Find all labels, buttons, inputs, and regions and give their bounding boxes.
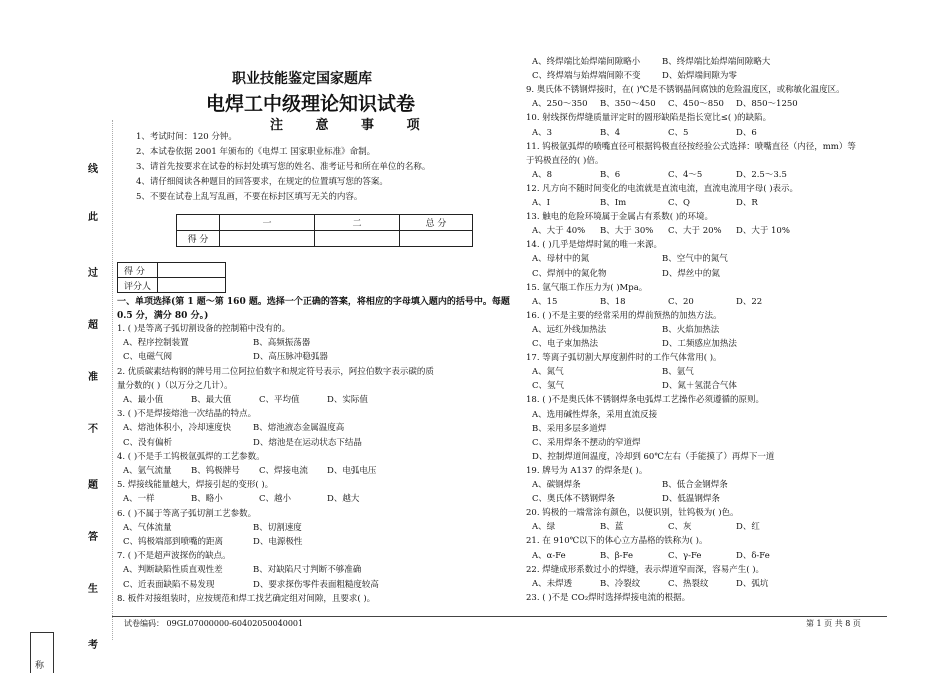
note-item: 5、不要在试卷上乱写乱画，不要在标封区填写无关的内容。 <box>136 192 363 202</box>
option: A、远红外线加热法 <box>532 324 607 335</box>
binding-char: 超 <box>88 320 98 331</box>
score-header: 一 <box>220 215 315 231</box>
option: C、采用焊条不摆动的窄道焊 <box>532 437 641 448</box>
grader-cell[interactable] <box>158 263 226 278</box>
score-row-label: 得 分 <box>177 231 220 247</box>
option: C、终焊端与始焊端间隙不变 <box>532 71 641 82</box>
question-text: 4. ( )不是手工钨极氩弧焊的工艺参数。 <box>117 451 265 462</box>
option: B、大于 30% <box>600 226 654 237</box>
option: B、高频振荡器 <box>253 338 311 349</box>
option: A、250～350 <box>532 99 588 110</box>
option: A、大于 40% <box>532 226 586 237</box>
option: D、控制焊道间温度，冷却到 60℃左右（手能摸了）再焊下一道 <box>532 451 775 462</box>
name-box <box>30 632 54 673</box>
question-text: 18. ( )不是奥氏体不锈钢焊条电弧焊工艺操作必须遵循的原则。 <box>526 395 765 406</box>
question-text: 9. 奥氏体不锈钢焊接时，在( )℃是不锈钢晶间腐蚀的危险温度区，或称敏化温度区。 <box>526 85 845 96</box>
option: B、蓝 <box>600 522 624 533</box>
score-cell[interactable] <box>315 231 400 247</box>
option: A、15 <box>532 296 558 307</box>
question-text: 21. 在 910℃以下的体心立方晶格的铁称为( )。 <box>526 536 708 547</box>
question-text: 22. 焊缝成形系数过小的焊缝，表示焊道窄而深，容易产生( )。 <box>526 564 765 575</box>
question-text: 8. 板件对接组装时，应按规范和焊工找艺确定组对间隙，且要求( )。 <box>117 593 376 604</box>
option: D、实际值 <box>327 395 368 405</box>
note-item: 4、请仔细阅读各种题目的回答要求，在规定的位置填写您的答案。 <box>136 177 388 187</box>
score-cell[interactable] <box>220 231 315 247</box>
question-text: 19. 牌号为 A137 的焊条是( )。 <box>526 465 648 476</box>
notice-heading: 注 意 事 项 <box>270 118 434 133</box>
option: B、终焊端比始焊端间隙略大 <box>662 57 771 67</box>
option: D、22 <box>736 296 763 307</box>
option: D、氮＋氢混合气体 <box>662 381 737 392</box>
binding-char: 准 <box>88 372 98 383</box>
option: B、空气中的氮气 <box>662 254 728 265</box>
option: C、近表面缺陷不易发现 <box>123 579 215 590</box>
option: B、6 <box>600 169 621 180</box>
option: B、熔池液态金属温度高 <box>253 423 345 434</box>
option: C、5 <box>668 127 689 138</box>
option: C、平均值 <box>259 395 300 405</box>
question-text: 16. ( )不是主要的经常采用的焊前预热的加热方法。 <box>526 310 722 321</box>
option: D、要求探伤零件表面粗糙度较高 <box>253 579 379 590</box>
option: B、低合金钢焊条 <box>662 480 728 490</box>
option: B、18 <box>600 296 626 307</box>
option: B、冷裂纹 <box>600 578 641 589</box>
option: D、工频感应加热法 <box>662 339 737 349</box>
binding-char: 此 <box>88 212 98 223</box>
score-header: 总 分 <box>400 215 473 231</box>
question-text: 13. 触电的危险环境属于金属占有系数( )的环境。 <box>526 212 714 223</box>
option: A、碳钢焊条 <box>532 480 581 490</box>
option: B、350～450 <box>600 99 656 110</box>
box-label: 称 <box>35 661 45 671</box>
option: A、最小值 <box>123 395 164 405</box>
question-text: 12. 凡方向不随时间变化的电流就是直流电流，直流电流用字母( )表示。 <box>526 183 799 194</box>
option: B、火焰加热法 <box>662 324 720 335</box>
option: A、熔池体积小，冷却速度快 <box>123 423 232 434</box>
question-text: 1. ( )是等离子弧切割设备的控制箱中没有的。 <box>117 324 291 334</box>
option: A、未焊透 <box>532 578 573 589</box>
binding-char: 过 <box>88 268 98 279</box>
option: B、Im <box>600 198 627 208</box>
option: C、钨极端部到喷嘴的距离 <box>123 537 224 547</box>
score-cell[interactable] <box>400 231 473 247</box>
option: A、氮气 <box>532 367 564 378</box>
note-item: 1、考试时间：120 分钟。 <box>136 132 237 142</box>
option: D、低温钢焊条 <box>662 494 720 505</box>
option: A、气体流量 <box>123 522 172 533</box>
question-text: 17. 等离子弧切割大厚度割件时的工作气体常用( )。 <box>526 353 722 364</box>
option: D、高压脉冲稳弧器 <box>253 352 328 363</box>
option: C、氢气 <box>532 381 565 392</box>
option: C、灰 <box>668 522 692 533</box>
question-text: 14. ( )几乎是熔焊时氮的唯一来源。 <box>526 240 663 251</box>
option: D、6 <box>736 127 757 138</box>
option: D、850～1250 <box>736 99 798 110</box>
option: D、大于 10% <box>736 226 790 237</box>
question-text: 于钨极直径的( )倍。 <box>526 155 604 166</box>
question-text: 3. ( )不是焊接熔池一次结晶的特点。 <box>117 409 257 420</box>
option: D、电弧电压 <box>327 466 377 476</box>
option: D、2.5～3.5 <box>736 169 787 180</box>
option: C、热裂纹 <box>668 578 709 589</box>
question-text: 20. 钨极的一端常涂有颜色，以便识别，钍钨极为( )色。 <box>526 508 739 519</box>
option: A、α-Fe <box>532 550 566 561</box>
option: A、选用碱性焊条，采用直流反接 <box>532 409 658 420</box>
option: C、20 <box>668 296 694 307</box>
question-text: 2. 优质碳素结构钢的牌号用二位阿拉伯数字和规定符号表示，阿拉伯数字表示碳的质 <box>117 366 434 377</box>
question-text: 23. ( )不是 CO₂焊时选择焊接电流的根据。 <box>526 592 691 603</box>
option: C、γ-Fe <box>668 550 702 561</box>
binding-char: 考 <box>88 640 98 651</box>
option: C、Q <box>668 198 690 208</box>
question-text: 15. 氩气瓶工作压力为( )Mpa。 <box>526 282 648 293</box>
option: D、红 <box>736 522 760 533</box>
exam-org: 职业技能鉴定国家题库 <box>232 71 372 87</box>
option: D、R <box>736 198 758 208</box>
score-header: 二 <box>315 215 400 231</box>
seal-line <box>112 120 113 640</box>
option: A、氩气流量 <box>123 466 172 476</box>
exam-title: 电焊工中级理论知识试卷 <box>206 93 416 115</box>
option: D、δ-Fe <box>736 550 770 561</box>
option: D、焊丝中的氮 <box>662 268 720 279</box>
option: A、I <box>532 198 550 208</box>
note-item: 2、本试卷依据 2001 年颁布的《电焊工 国家职业标准》命制。 <box>136 147 376 157</box>
binding-char: 线 <box>88 164 98 175</box>
option: B、略小 <box>191 494 223 505</box>
grader-table <box>117 262 226 293</box>
question-text: 10. 射线探伤焊缝质量评定时的圆形缺陷是指长宽比≤( )的缺陷。 <box>526 113 772 124</box>
option: C、奥氏体不锈钢焊条 <box>532 494 616 505</box>
option: C、大于 20% <box>668 226 722 237</box>
binding-char: 生 <box>88 584 98 595</box>
option: B、钨极牌号 <box>191 466 240 476</box>
option: C、4～5 <box>668 169 703 180</box>
page-number: 第 1 页 共 8 页 <box>806 619 861 628</box>
question-text: 11. 钨极氩弧焊的喷嘴直径可根据钨极直径按经验公式选择：喷嘴直径（内径，mm）等 <box>526 141 856 152</box>
option: C、电子束加热法 <box>532 339 599 349</box>
binding-char: 不 <box>88 424 98 435</box>
option: C、焊剂中的氮化物 <box>532 268 607 279</box>
option: D、熔池是在运动状态下结晶 <box>253 437 362 448</box>
notes-list <box>136 130 430 205</box>
option: A、8 <box>532 169 553 180</box>
option: C、450～850 <box>668 99 724 110</box>
score-table <box>176 214 473 247</box>
question-text: 7. ( )不是超声波探伤的缺点。 <box>117 551 231 562</box>
grader-label: 得 分 <box>118 263 158 278</box>
option: C、焊接电流 <box>259 466 309 476</box>
grader-label: 评分人 <box>118 278 158 293</box>
option: A、3 <box>532 127 553 138</box>
option: D、弧坑 <box>736 578 769 589</box>
option: D、越大 <box>327 494 360 505</box>
option: B、切割速度 <box>253 522 302 533</box>
option: A、一样 <box>123 494 155 505</box>
note-item: 3、请首先按要求在试卷的标封处填写您的姓名、准考证号和所在单位的名称。 <box>136 162 431 172</box>
question-text: 量分数的( )（以万分之几计）。 <box>117 380 233 391</box>
binding-char: 答 <box>88 532 98 543</box>
option: A、终焊端比始焊端间隙略小 <box>532 57 641 67</box>
option: B、氩气 <box>662 367 694 378</box>
option: B、采用多层多道焊 <box>532 423 607 434</box>
option: B、β-Fe <box>600 550 633 561</box>
exam-code: 试卷编码： 09GL07000000-60402050040001 <box>124 619 304 628</box>
option: A、判断缺陷性质直观性差 <box>123 565 223 576</box>
option: C、没有偏析 <box>123 437 173 448</box>
option: A、绿 <box>532 522 556 533</box>
option: C、电磁气阀 <box>123 352 173 363</box>
option: B、4 <box>600 127 621 138</box>
option: B、对缺陷尺寸判断不够准确 <box>253 565 362 576</box>
question-text: 5. 焊接线能量越大，焊接引起的变形( )。 <box>117 480 274 491</box>
grader-cell[interactable] <box>158 278 226 293</box>
option: A、程序控制装置 <box>123 338 189 349</box>
option: D、始焊端间隙为零 <box>662 71 737 82</box>
footer-rule <box>112 616 887 617</box>
option: D、电源极性 <box>253 537 303 547</box>
option: C、越小 <box>259 494 292 505</box>
binding-char: 题 <box>88 480 98 491</box>
question-text: 6. ( )不属于等离子弧切割工艺参数。 <box>117 508 257 519</box>
section-intro: 一、单项选择(第 1 题～第 160 题。选择一个正确的答案，将相应的字母填入题内的括号中。每题 0.5 分，满分 80 分。) <box>117 297 510 321</box>
option: B、最大值 <box>191 395 232 405</box>
option: A、母材中的氮 <box>532 254 590 265</box>
